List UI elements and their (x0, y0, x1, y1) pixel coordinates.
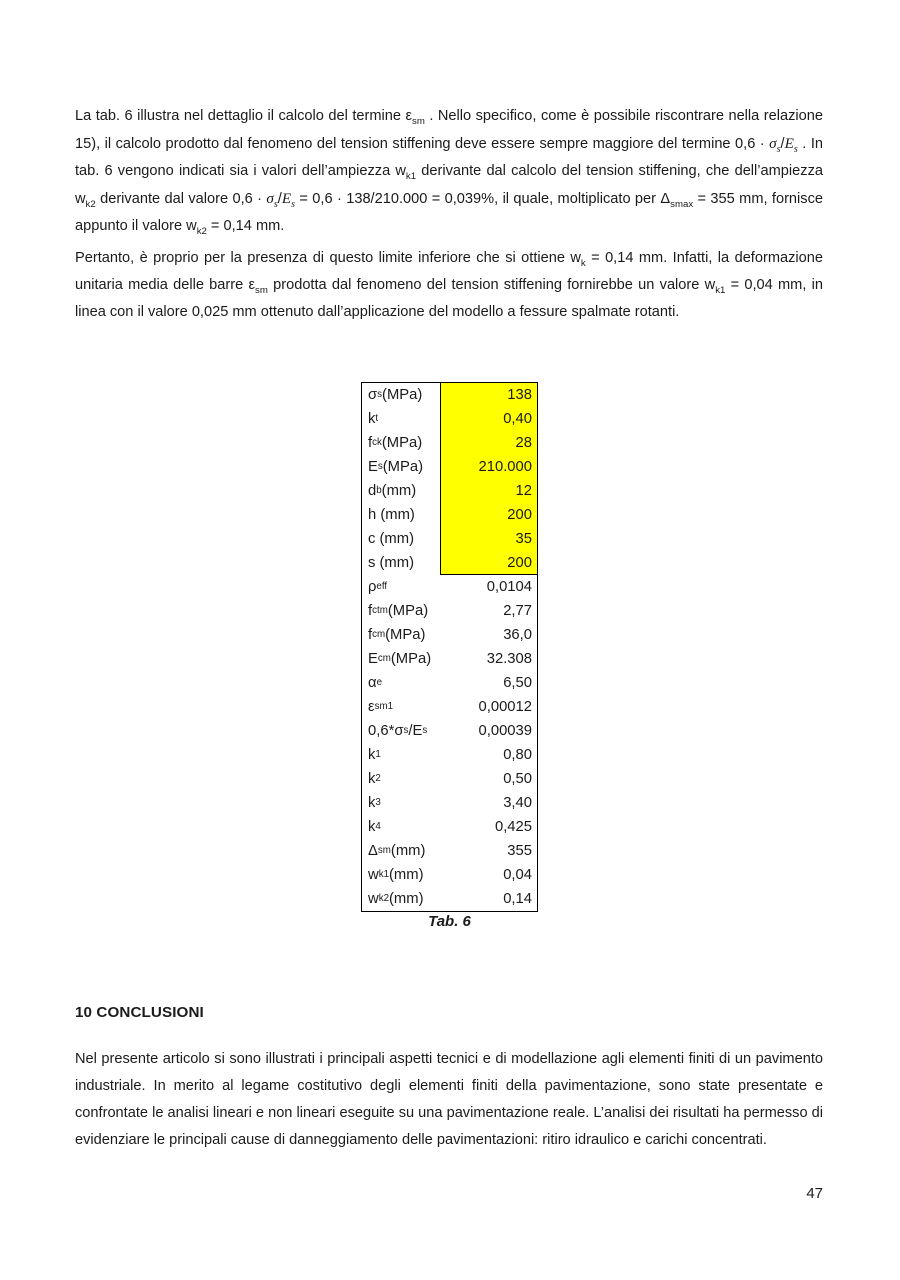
row-value: 200 (440, 551, 537, 575)
table-row (362, 791, 537, 815)
table-row (362, 695, 537, 719)
row-value: 0,50 (503, 771, 532, 787)
row-value: 210.000 (440, 455, 537, 479)
table-row (362, 743, 537, 767)
table-row (362, 407, 537, 431)
row-label: E s (MPa) (368, 459, 424, 475)
row-value: 0,04 (503, 867, 532, 883)
table-row (362, 431, 537, 455)
table-row (362, 671, 537, 695)
table-row (362, 455, 537, 479)
row-value: 0,425 (494, 819, 532, 835)
row-label: f ctm (MPa) (368, 603, 429, 619)
row-label: k 1 (368, 747, 381, 763)
tab6-table (361, 382, 538, 912)
row-label: ρ eff (368, 579, 388, 595)
table-row (362, 479, 537, 503)
paragraph-limite-inferiore: Pertanto, è proprio per la presenza di questo limite inferiore che si ottiene $w_k = 0,14$ mm. Infatti, la deformazione unitaria media delle barre $\varepsilon_{sm}$ prodotta dal fenomeno del tension stiffening fornirebbe un valore $w_{k1} = 0,04$ mm, in linea con il valore 0,025 mm ottenuto dall’applicazione del modello a fessure spalmate rotanti. (75, 249, 823, 320)
table-row (362, 887, 537, 911)
row-label: w k1 (mm) (368, 867, 424, 883)
row-value: 0,14 (503, 891, 532, 907)
row-label: f ck (MPa) (368, 435, 423, 451)
table-row (362, 551, 537, 575)
row-label: ε sm1 (368, 699, 394, 715)
table-row (362, 815, 537, 839)
conclusions-heading: 10 CONCLUSIONI (75, 1003, 204, 1021)
row-value: 35 (440, 527, 537, 551)
row-value: 0,40 (440, 407, 537, 431)
row-value: 0,0104 (486, 579, 532, 595)
row-label: h (mm) (368, 507, 415, 523)
row-value: 138 (440, 383, 537, 407)
table-row (362, 767, 537, 791)
table-row (362, 383, 537, 407)
row-label: f cm (MPa) (368, 627, 426, 643)
row-value: 36,0 (503, 627, 532, 643)
row-value: 2,77 (503, 603, 532, 619)
row-label: k 3 (368, 795, 381, 811)
table-row (362, 839, 537, 863)
row-value: 200 (440, 503, 537, 527)
table-row (362, 623, 537, 647)
row-value: 32.308 (486, 651, 532, 667)
table-row (362, 719, 537, 743)
row-label: σ s (MPa) (368, 387, 423, 403)
table-row (362, 503, 537, 527)
table-row (362, 575, 537, 599)
row-label: k t (368, 411, 379, 427)
row-label: α e (368, 675, 382, 691)
row-value: 3,40 (503, 795, 532, 811)
row-label: w k2 (mm) (368, 891, 424, 907)
row-value: 6,50 (503, 675, 532, 691)
row-value: 355 (507, 843, 532, 859)
row-value: 28 (440, 431, 537, 455)
row-label: E cm (MPa) (368, 651, 432, 667)
row-label: s (mm) (368, 555, 415, 571)
row-label: k 2 (368, 771, 381, 787)
row-label: d b (mm) (368, 483, 417, 499)
conclusions-paragraph: Nel presente articolo si sono illustrati i principali aspetti tecnici e di modellazione agli elementi finiti di un pavimento industriale. In merito al legame costitutivo degli elementi finiti della pavimentazione, sono state presentate e confrontate le analisi lineari e non lineari eseguite su una pavimentazione reale. L’analisi dei risultati ha permesso di evidenziare le principali cause di danneggiamento delle pavimentazioni: ritiro idraulico e carichi concentrati. (75, 1050, 823, 1148)
table-row (362, 863, 537, 887)
row-label: c (mm) (368, 531, 415, 547)
table-row (362, 527, 537, 551)
row-value: 0,80 (503, 747, 532, 763)
row-value: 0,00012 (478, 699, 532, 715)
table-row (362, 647, 537, 671)
row-label: k 4 (368, 819, 381, 835)
table-row (362, 599, 537, 623)
row-value: 0,00039 (478, 723, 532, 739)
row-label: 0,6*σ s /E s (368, 723, 428, 739)
row-label: Δ sm (mm) (368, 843, 426, 859)
paragraph-tension-stiffening: La tab. 6 illustra nel dettaglio il calcolo del termine $\varepsilon_{sm}$ . Nello specifico, come è possibile riscontrare nella relazione 15), il calcolo prodotto dal fenomeno del tension stiffening deve essere sempre maggiore del termine $0,6 \cdot \sigma_s/E_s$ . In tab. 6 vengono indicati sia i valori dell’ampiezza $w_{k1}$ derivante dal calcolo del tension stiffening, che dell’ampiezza $w_{k2}$ derivante dal valore $0,6 \cdot \sigma_s/E_s = 0,6 \cdot 138/210.000 = 0,039\%$, il quale, moltiplicato per $\Delta_{smax} = 355$ mm, fornisce appunto il valore $w_{k2} = 0,14$ mm. (75, 107, 823, 237)
row-value: 12 (440, 479, 537, 503)
table-caption: Tab. 6 (428, 913, 471, 930)
page-number: 47 (806, 1185, 823, 1202)
